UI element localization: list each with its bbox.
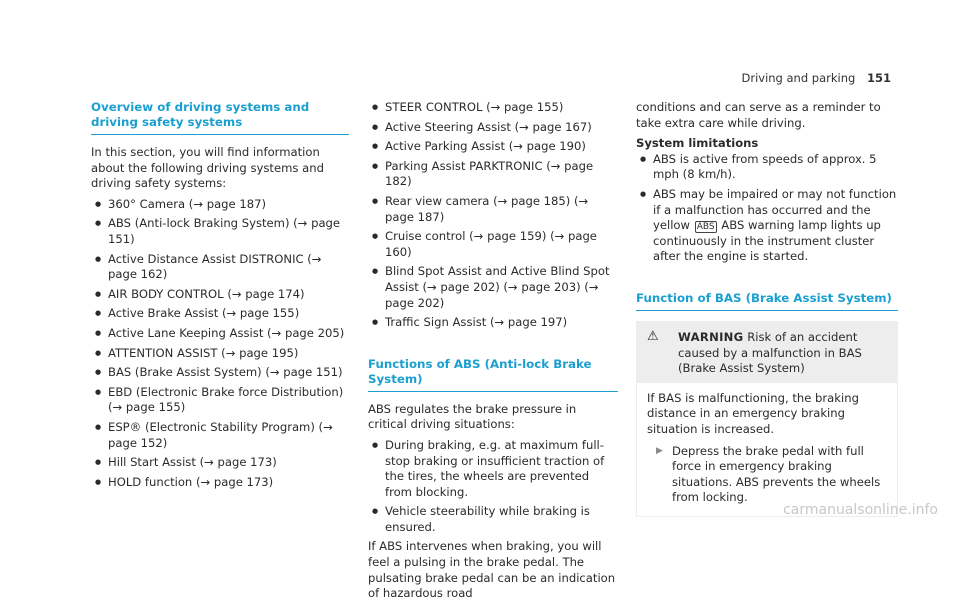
limit-text: ABS may be impaired or may not function if a malfunction has occurred and the yellow xyxy=(653,186,897,233)
list-item: ● Active Steering Assist (→ page 167) xyxy=(368,120,618,136)
list-item: ● Hill Start Assist (→ page 173) xyxy=(91,455,349,471)
list-item: ● ABS is active from speeds of approx. 5 mph (8 km/h). xyxy=(636,152,898,183)
list-item: ● HOLD function (→ page 173) xyxy=(91,475,349,491)
page-header xyxy=(741,71,891,87)
list-item: ● ABS (Anti-lock Braking System) (→ page 151) xyxy=(91,216,349,247)
bas-heading: Function of BAS (Brake Assist System) xyxy=(636,291,898,311)
list-item: ● ATTENTION ASSIST (→ page 195) xyxy=(91,346,349,362)
abs-heading: Functions of ABS (Anti-lock Brake System) xyxy=(368,357,618,392)
list-item: ● Active Lane Keeping Assist (→ page 205) xyxy=(91,326,349,342)
list-item: ● AIR BODY CONTROL (→ page 174) xyxy=(91,287,349,303)
list-item: ● Active Brake Assist (→ page 155) xyxy=(91,306,349,322)
list-item: ● 360° Camera (→ page 187) xyxy=(91,197,349,213)
list-item: ● ESP® (Electronic Stability Program) (→ page 152) xyxy=(91,420,349,451)
warning-triangle-icon: ⚠ xyxy=(647,328,659,344)
watermark: carmanualsonline.info xyxy=(783,502,938,519)
list-item: ● Traffic Sign Assist (→ page 197) xyxy=(368,315,618,331)
warning-label: WARNING xyxy=(678,329,744,344)
list-item: ● Active Parking Assist (→ page 190) xyxy=(368,139,618,155)
warning-title: Risk of an accident caused by a malfunction in BAS (Brake Assist System) xyxy=(678,329,862,376)
limit-text: ABS warning lamp lights up continuously in the instrument cluster after the engine is started. xyxy=(653,218,881,264)
page-number: 151 xyxy=(866,71,891,85)
warning-body xyxy=(636,383,898,517)
overview-list-continued xyxy=(368,100,618,331)
abs-warning-lamp-icon: ABS xyxy=(696,222,715,233)
list-item: ● Vehicle steerability while braking is ensured. xyxy=(368,504,618,535)
abs-intro: ABS regulates the brake pressure in critical driving situations: xyxy=(368,401,577,432)
list-item: ● Active Distance Assist DISTRONIC (→ page 162) xyxy=(91,252,349,283)
list-item: ● EBD (Electronic Brake force Distribution) (→ page 155) xyxy=(91,385,349,416)
warning-header xyxy=(636,321,898,383)
list-item: ● Cruise control (→ page 159) (→ page 160) xyxy=(368,229,618,260)
list-item: ● BAS (Brake Assist System) (→ page 151) xyxy=(91,365,349,381)
limitations-list xyxy=(636,152,898,265)
list-item: ● Rear view camera (→ page 185) (→ page 187) xyxy=(368,194,618,225)
overview-intro: In this section, you will find information about the following driving systems and driving safety systems: xyxy=(91,145,324,191)
warning-box xyxy=(636,321,898,517)
overview-list xyxy=(91,197,349,491)
list-item: ● STEER CONTROL (→ page 155) xyxy=(368,100,618,116)
list-item: ● Parking Assist PARKTRONIC (→ page 182) xyxy=(368,159,618,190)
column-overview xyxy=(91,100,349,494)
system-limitations-heading: System limitations xyxy=(636,136,759,151)
step-arrow-icon: ▶ xyxy=(656,445,663,456)
warning-text: If BAS is malfunctioning, the braking distance in an emergency braking situation is increased. xyxy=(647,390,859,436)
list-item: ● During braking, e.g. at maximum full-stop braking or insufficient traction of the tires, the wheels are prevented from blocking. xyxy=(368,438,618,500)
step-text: Depress the brake pedal with full force in emergency braking situations. ABS prevents the wheels from locking. xyxy=(672,443,881,505)
warning-step xyxy=(647,444,887,506)
list-item: ● Blind Spot Assist and Active Blind Spot Assist (→ page 202) (→ page 203) (→ page 202) xyxy=(368,264,618,311)
column-abs xyxy=(368,100,618,607)
column-bas xyxy=(636,100,898,517)
abs-paragraph-continued: conditions and can serve as a reminder to take extra care while driving. xyxy=(636,100,881,130)
overview-heading: Overview of driving systems and driving safety systems xyxy=(91,100,349,135)
list-item xyxy=(636,187,898,265)
abs-list xyxy=(368,438,618,536)
section-title: Driving and parking xyxy=(741,71,856,85)
abs-paragraph: If ABS intervenes when braking, you will feel a pulsing in the brake pedal. The pulsating brake pedal can be an indication of hazardous road xyxy=(368,539,616,601)
